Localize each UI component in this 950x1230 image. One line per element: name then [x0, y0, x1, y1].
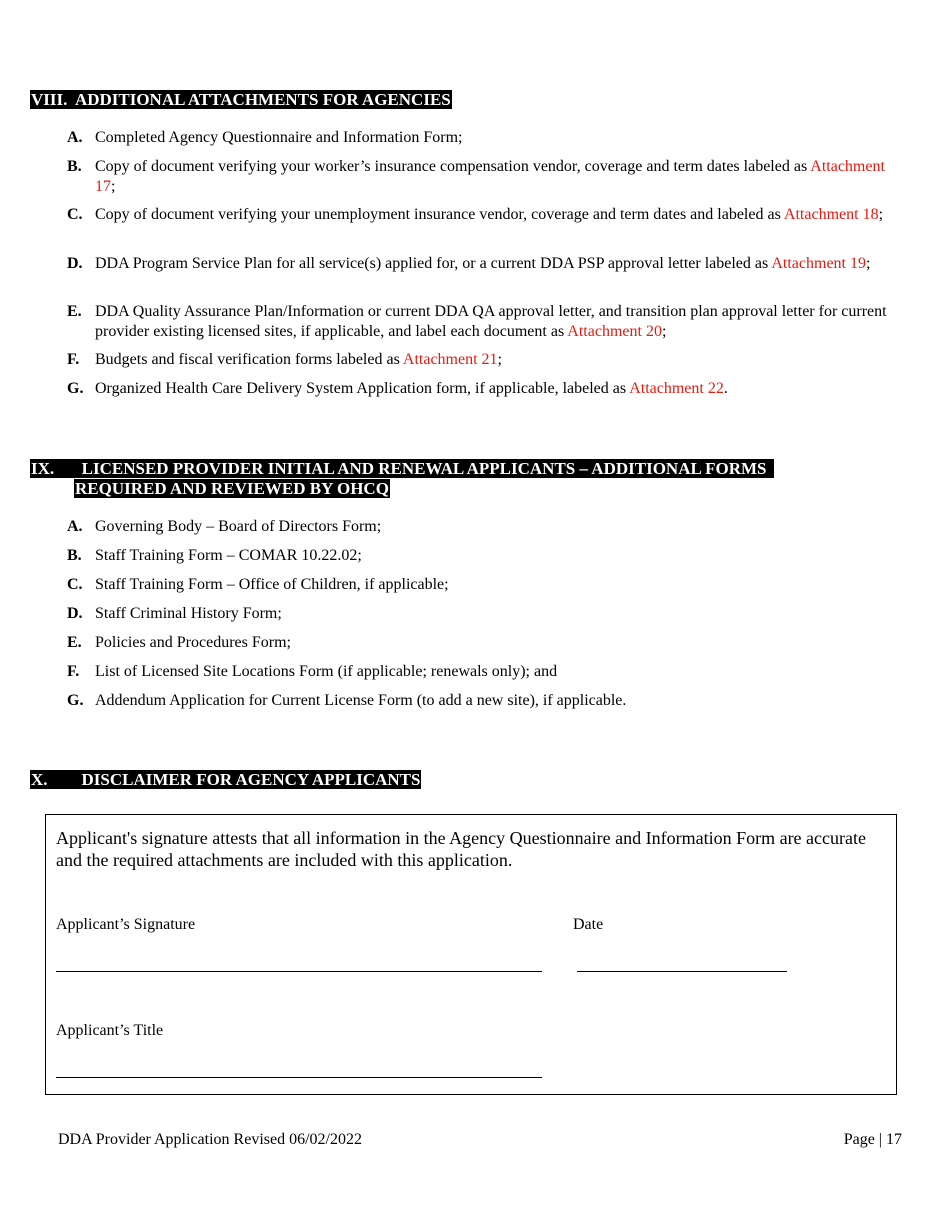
item-body: DDA Quality Assurance Plan/Information or current DDA QA approval letter, and transition plan approval letter for current provider existing licensed sites, if applicable, and label each document as	[95, 303, 887, 340]
signature-label: Applicant’s Signature	[56, 916, 196, 933]
section-10-number: X.	[31, 770, 48, 789]
section-9-item	[67, 604, 907, 624]
item-text: Staff Training Form – Office of Children, if applicable;	[95, 576, 449, 593]
title-line[interactable]	[56, 1077, 542, 1078]
attachment-reference: Attachment 17	[95, 158, 885, 195]
item-letter: B.	[67, 547, 82, 564]
section-8-item	[67, 379, 907, 399]
item-body: Copy of document verifying your worker’s insurance compensation vendor, coverage and term dates labeled as	[95, 158, 811, 175]
section-9-item	[67, 575, 907, 595]
item-letter: D.	[67, 255, 83, 272]
section-10-title: DISCLAIMER FOR AGENCY APPLICANTS	[81, 770, 421, 789]
title-label: Applicant’s Title	[56, 1022, 164, 1039]
section-9-item	[67, 691, 907, 711]
section-8-item	[67, 350, 907, 370]
section-8-item	[67, 254, 907, 274]
item-text	[95, 379, 907, 399]
item-letter: D.	[67, 605, 83, 622]
item-letter: A.	[67, 129, 83, 146]
section-9-header	[30, 459, 774, 478]
section-9-item	[67, 633, 907, 653]
item-text	[95, 128, 907, 148]
attachment-reference: Attachment 22	[629, 380, 724, 397]
item-punctuation: ;	[866, 255, 871, 272]
item-letter: B.	[67, 158, 82, 175]
item-text: Addendum Application for Current License Form (to add a new site), if applicable.	[95, 692, 627, 709]
item-letter: F.	[67, 351, 80, 368]
attachment-reference: Attachment 18	[783, 206, 879, 223]
section-9-title-line1: LICENSED PROVIDER INITIAL AND RENEWAL APPLICANTS – ADDITIONAL FORMS	[81, 459, 767, 478]
section-9-item	[67, 546, 907, 566]
item-letter: G.	[67, 692, 84, 709]
date-label: Date	[573, 916, 604, 933]
section-9-title-line2: REQUIRED AND REVIEWED BY OHCQ	[75, 479, 389, 498]
section-9-number: IX.	[31, 459, 55, 478]
section-8-heading	[30, 90, 452, 109]
disclaimer-box	[45, 814, 897, 1095]
item-body: Budgets and fiscal verification forms labeled as	[95, 351, 403, 368]
section-8-number: VIII.	[31, 90, 68, 109]
section-9-item	[67, 662, 907, 682]
item-letter: E.	[67, 634, 82, 651]
section-10-header	[30, 770, 421, 789]
item-text	[95, 350, 907, 370]
item-text: Staff Training Form – COMAR 10.22.02;	[95, 547, 362, 564]
section-8-item	[67, 157, 907, 196]
section-8-title: ADDITIONAL ATTACHMENTS FOR AGENCIES	[74, 90, 451, 109]
date-line[interactable]	[577, 971, 787, 972]
section-10-heading	[30, 770, 421, 789]
attachment-reference: Attachment 21	[402, 351, 498, 368]
section-9-item	[67, 517, 907, 537]
disclaimer-statement: Applicant's signature attests that all information in the Agency Questionnaire and Information Form are accurate and the required attachments are included with this application.	[56, 828, 866, 870]
footer-revision: DDA Provider Application Revised 06/02/2022	[58, 1131, 362, 1148]
item-letter: G.	[67, 380, 84, 397]
section-9-header-line2	[74, 479, 390, 498]
item-punctuation: ;	[661, 322, 667, 340]
item-body: Copy of document verifying your unemployment insurance vendor, coverage and term dates and labeled as	[95, 206, 784, 223]
attachment-reference: Attachment 19	[771, 255, 866, 272]
attachment-reference: Attachment 20	[567, 322, 662, 340]
item-text	[95, 157, 907, 196]
item-punctuation: ;	[111, 177, 116, 195]
signature-line[interactable]	[56, 971, 542, 972]
section-8-item	[67, 205, 907, 225]
item-text: Staff Criminal History Form;	[95, 605, 282, 622]
item-body: DDA Program Service Plan for all service(s) applied for, or a current DDA PSP approval letter labeled as	[95, 255, 772, 272]
section-8-item	[67, 302, 907, 341]
footer-page-number: Page | 17	[843, 1131, 902, 1148]
item-text: List of Licensed Site Locations Form (if applicable; renewals only); and	[95, 663, 558, 680]
item-letter: E.	[67, 303, 82, 320]
item-punctuation: ;	[497, 351, 502, 368]
item-text: Policies and Procedures Form;	[95, 634, 291, 651]
item-letter: A.	[67, 518, 83, 535]
item-body: Completed Agency Questionnaire and Information Form;	[95, 129, 463, 146]
section-9-number-box	[30, 459, 81, 478]
item-text	[95, 302, 907, 341]
item-letter: C.	[67, 206, 83, 223]
item-punctuation: .	[723, 380, 728, 397]
item-body: Organized Health Care Delivery System Application form, if applicable, labeled as	[95, 380, 630, 397]
item-text: Governing Body – Board of Directors Form;	[95, 518, 382, 535]
section-8-header	[30, 90, 452, 109]
item-letter: F.	[67, 663, 80, 680]
item-text	[95, 205, 907, 225]
item-text	[95, 254, 907, 274]
section-8-item	[67, 128, 907, 148]
item-punctuation: ;	[878, 206, 884, 223]
item-letter: C.	[67, 576, 83, 593]
